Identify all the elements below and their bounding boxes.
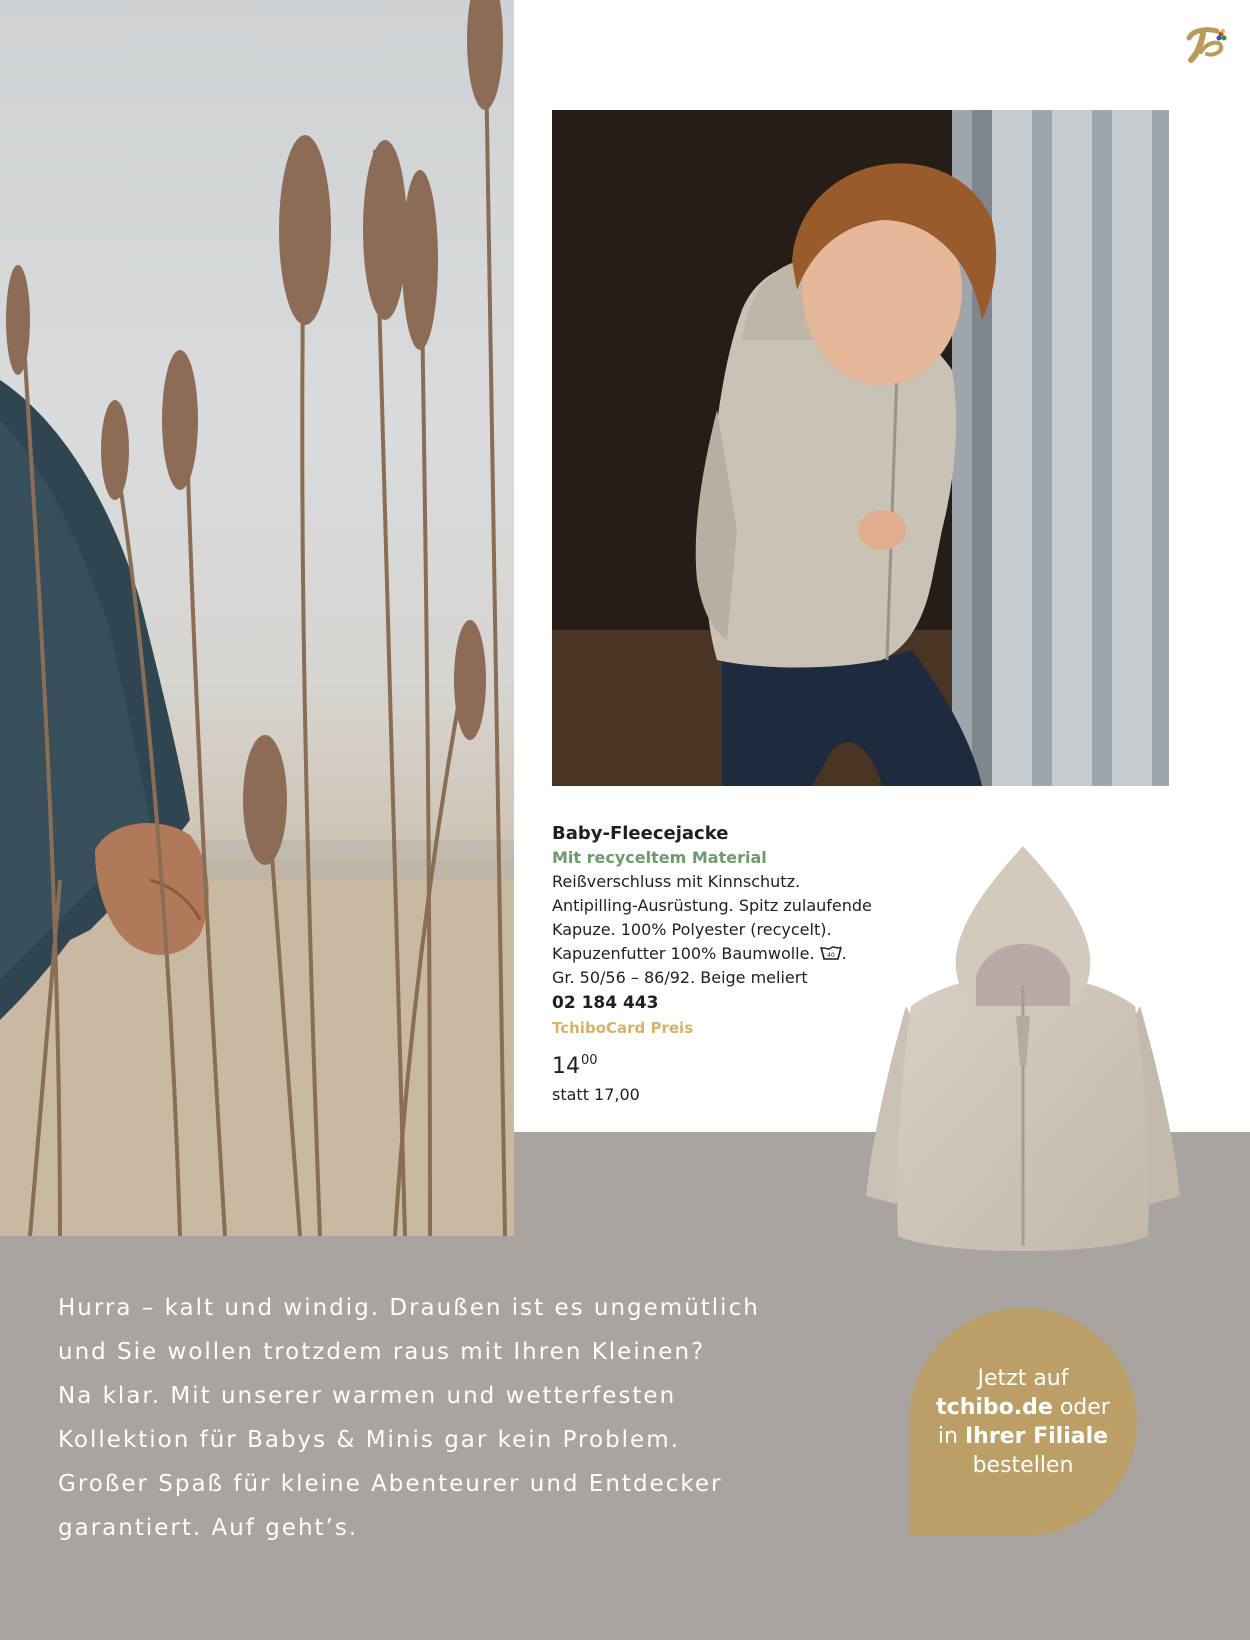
order-cta-badge[interactable] bbox=[909, 1308, 1137, 1536]
price-main: 14 bbox=[552, 1054, 580, 1079]
cta-store: Ihrer Filiale bbox=[964, 1424, 1109, 1449]
product-title: Baby-Fleecejacke bbox=[552, 823, 729, 844]
regular-price: statt 17,00 bbox=[552, 1085, 640, 1104]
price-cents: 00 bbox=[581, 1053, 598, 1068]
body-line: Kollektion für Babys & Minis gar kein Problem. bbox=[58, 1427, 680, 1453]
body-line: Großer Spaß für kleine Abenteurer und Entdecker bbox=[58, 1471, 723, 1497]
product-tagline: Mit recyceltem Material bbox=[552, 848, 767, 867]
tchibo-logo-icon bbox=[1183, 22, 1227, 66]
body-line: Hurra – kalt und windig. Draußen ist es ungemütlich bbox=[58, 1295, 760, 1321]
product-image-fleece-jacket bbox=[866, 846, 1180, 1262]
cta-oder: oder bbox=[1059, 1395, 1110, 1420]
description-line: Antipilling-Ausrüstung. Spitz zulaufende bbox=[552, 896, 872, 915]
body-text bbox=[58, 1286, 858, 1550]
description-line: Gr. 50/56 – 86/92. Beige meliert bbox=[552, 968, 808, 987]
body-line: Na klar. Mit unserer warmen und wetterfesten bbox=[58, 1383, 677, 1409]
body-line: und Sie wollen trotzdem raus mit Ihren Kleinen? bbox=[58, 1339, 706, 1365]
photo-child-reeds bbox=[0, 0, 514, 1236]
article-number: 02 184 443 bbox=[552, 993, 659, 1013]
cta-line-1: Jetzt auf bbox=[977, 1366, 1069, 1391]
photo-toddler-fleece bbox=[552, 110, 1169, 786]
cta-in: in bbox=[937, 1424, 958, 1449]
body-line: garantiert. Auf geht’s. bbox=[58, 1515, 359, 1541]
cta-action: bestellen bbox=[972, 1453, 1074, 1478]
wash-40-icon bbox=[820, 944, 842, 963]
description-line: Kapuzenfutter 100% Baumwolle. bbox=[552, 944, 815, 963]
product-info bbox=[552, 822, 892, 1106]
wash-temperature: 40 bbox=[826, 952, 835, 959]
description-line: Reißverschluss mit Kinnschutz. bbox=[552, 872, 801, 891]
description-line: Kapuze. 100% Polyester (recycelt). bbox=[552, 920, 832, 939]
price bbox=[552, 1044, 892, 1084]
card-price-label: TchiboCard Preis bbox=[552, 1019, 694, 1037]
product-description bbox=[552, 870, 892, 990]
description-line-with-wash: Kapuzenfutter 100% Baumwolle. 40 . bbox=[552, 944, 847, 963]
cta-site-link[interactable]: tchibo.de bbox=[936, 1395, 1053, 1420]
